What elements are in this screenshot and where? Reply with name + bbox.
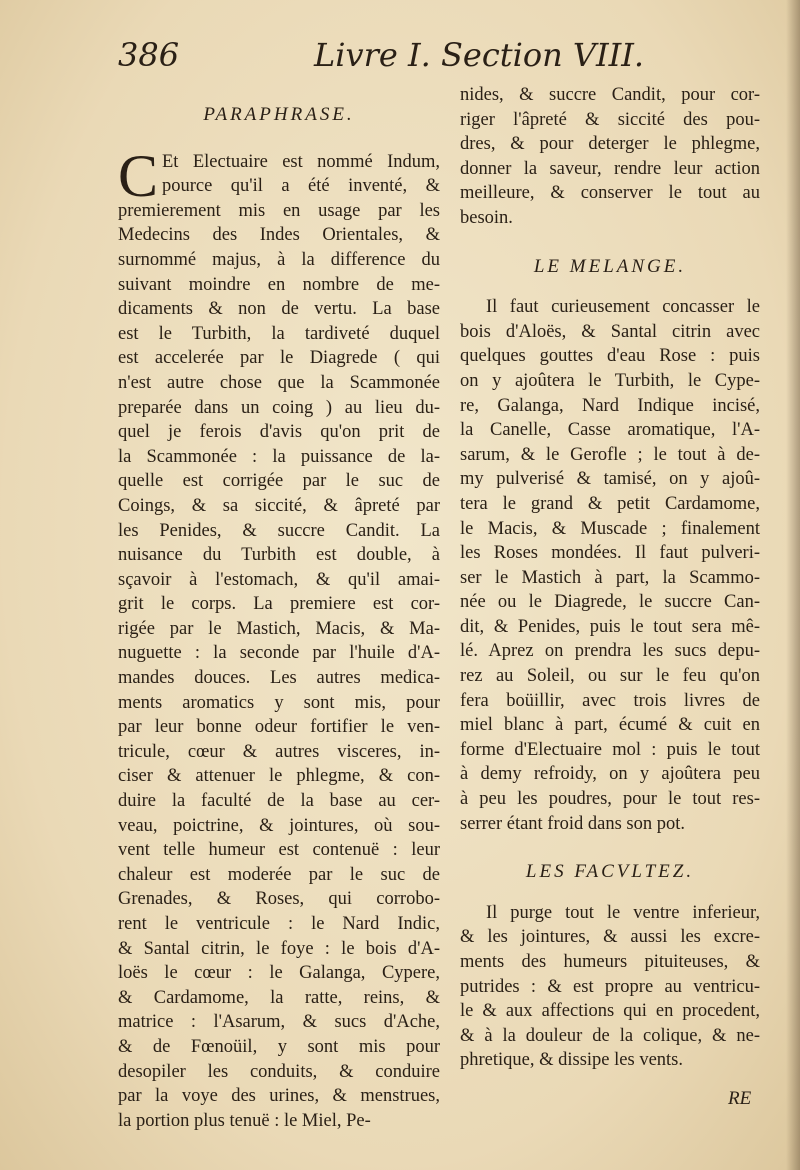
text-line: à peu les poudres, pour le tout res- [460, 789, 760, 810]
paraphrase-continuation [460, 83, 760, 231]
text-line: Il purge tout le ventre inferieur, [486, 902, 760, 923]
text-line: tera le grand & petit Cardamome, [460, 493, 760, 514]
text-line: la portion plus tenuë : le Miel, Pe- [118, 1110, 371, 1131]
text-line: par la voye des urines, & menstrues, [118, 1086, 440, 1107]
text-line: à demy refroidy, on y ajoûtera peu [460, 764, 760, 785]
text-line: riger l'âpreté & siccité des pou- [460, 109, 760, 130]
text-line: desopiler les conduits, & conduire [118, 1061, 440, 1082]
text-line: quelques gouttes d'eau Rose : puis [460, 346, 760, 367]
text-line: est accelerée par le Diagrede ( qui [118, 348, 440, 369]
text-line: sçavoir à l'estomach, & qu'il amai- [118, 569, 440, 590]
text-line: donner la saveur, rendre leur action [460, 158, 760, 179]
text-line: le & aux affections qui en procedent, [460, 1001, 760, 1022]
text-line: putrides : & est propre au ventricu- [460, 976, 760, 997]
text-line: Medecins des Indes Orientales, & [118, 225, 440, 246]
text-line: dicaments & non de vertu. La base [118, 299, 440, 320]
melange-body [460, 295, 760, 836]
text-line: quelle est corrigée par le suc de [118, 471, 440, 492]
text-line: fera boüillir, avec trois livres de [460, 690, 760, 711]
text-line: duire la faculté de la base au cer- [118, 791, 440, 812]
text-line: mandes douces. Les autres medica- [118, 668, 440, 689]
text-line: lé. Aprez on prendra les sucs depu- [460, 641, 760, 662]
facultez-heading: LES FACVLTEZ. [525, 861, 695, 883]
text-line: matrice : l'Asarum, & sucs d'Ache, [118, 1012, 440, 1033]
text-line: & à la douleur de la colique, & ne- [460, 1025, 760, 1046]
text-line: quel je ferois d'avis qu'on prit de [118, 422, 440, 443]
text-line: le Macis, & Muscade ; finalement [460, 518, 760, 539]
text-line: forme d'Electuaire mol : puis le tout [460, 739, 760, 760]
text-line: est le Turbith, la tardiveté duquel [118, 323, 440, 344]
text-line: rent le ventricule : le Nard Indic, [118, 914, 440, 934]
catchword: RE [728, 1088, 752, 1109]
text-line: re, Galanga, Nard Indique incisé, [460, 395, 760, 416]
text-line: loës le cœur : le Galanga, Cypere, [118, 963, 440, 984]
text-line: ser le Mastich à part, la Scammo- [460, 567, 760, 588]
text-line: la Canelle, Casse aromatique, l'A- [460, 420, 760, 441]
text-line: veau, poictrine, & jointures, où sou- [118, 815, 440, 836]
text-line: pource qu'il a été inventé, & [162, 176, 440, 197]
running-head: Livre I. Section VIII. [314, 36, 645, 74]
text-line: grit le corps. La premiere est cor- [118, 594, 440, 615]
text-line: preparée dans un coing ) au lieu du- [118, 397, 440, 418]
page-header [118, 36, 658, 82]
text-line: Coings, & sa siccité, & âpreté par [118, 495, 440, 516]
right-column [460, 83, 760, 1073]
left-column [118, 95, 440, 1133]
paraphrase-heading: PARAPHRASE. [203, 104, 355, 125]
text-line: par leur bonne odeur fortifier le ven- [118, 717, 440, 738]
text-line: on y ajoûtera le Turbith, le Cype- [460, 370, 760, 391]
text-line: phretique, & dissipe les vents. [460, 1050, 683, 1071]
text-line: dit, & Penides, puis le tout sera mê- [460, 616, 760, 637]
text-line: besoin. [460, 207, 513, 228]
text-line: bois d'Aloës, & Santal citrin avec [460, 321, 760, 342]
text-line: sarum, & le Gerofle ; le tout à de- [460, 444, 760, 465]
paraphrase-body [118, 142, 440, 1134]
page-number: 386 [118, 36, 180, 74]
text-line: meilleure, & conserver le tout au [460, 183, 760, 204]
text-line: ments des humeurs pituiteuses, & [460, 952, 760, 972]
text-line: surnommé majus, à la difference du [118, 249, 440, 270]
text-line: la Scammonée : la puissance de la- [118, 446, 440, 467]
text-line: suivant moindre en nombre de me- [118, 274, 440, 295]
drop-cap: C [118, 142, 159, 209]
text-line: les Penides, & succre Candit. La [118, 520, 440, 541]
text-line: & Cardamome, la ratte, reins, & [118, 987, 440, 1008]
text-line: my pulverisé & tamisé, on y ajoû- [460, 469, 760, 490]
text-line: nuisance du Turbith est double, à [118, 545, 440, 566]
text-line: serrer étant froid dans son pot. [460, 813, 686, 834]
facultez-body [460, 901, 760, 1073]
text-line: née ou le Diagrede, le succre Can- [460, 592, 760, 613]
text-line: ciser & attenuer le phlegme, & con- [118, 766, 440, 787]
text-line: rez au Soleil, ou sur le feu qu'on [460, 666, 760, 687]
text-line: miel blanc à part, écumé & cuit en [460, 715, 760, 736]
text-line: rigée par le Mastich, Macis, & Ma- [118, 618, 440, 639]
text-line: dres, & pour deterger le phlegme, [460, 134, 760, 155]
text-line: les Roses mondées. Il faut pulveri- [460, 543, 760, 564]
text-line: Il faut curieusement concasser le [486, 297, 760, 318]
text-line: nuguette : la seconde par l'huile d'A- [118, 643, 440, 664]
text-line: n'est autre chose que la Scammonée [118, 372, 440, 393]
text-line: chaleur est moderée par le suc de [118, 864, 440, 885]
text-line: nides, & succre Candit, pour cor- [460, 85, 760, 105]
text-line: premierement mis en usage par les [118, 200, 440, 221]
text-line: & Santal citrin, le foye : le bois d'A- [118, 938, 440, 959]
text-line: tricule, cœur & autres visceres, in- [118, 741, 440, 762]
text-line: & les jointures, & aussi les excre- [460, 927, 760, 948]
text-line: Grenades, & Roses, qui corrobo- [118, 889, 440, 910]
text-line: vent telle humeur est contenuë : leur [118, 840, 440, 861]
text-line: & de Fœnoüil, y sont mis pour [118, 1036, 440, 1057]
text-line: Et Electuaire est nommé Indum, [162, 151, 440, 172]
text-line: ments aromatics y sont mis, pour [118, 692, 440, 713]
melange-heading: LE MELANGE. [533, 255, 687, 277]
